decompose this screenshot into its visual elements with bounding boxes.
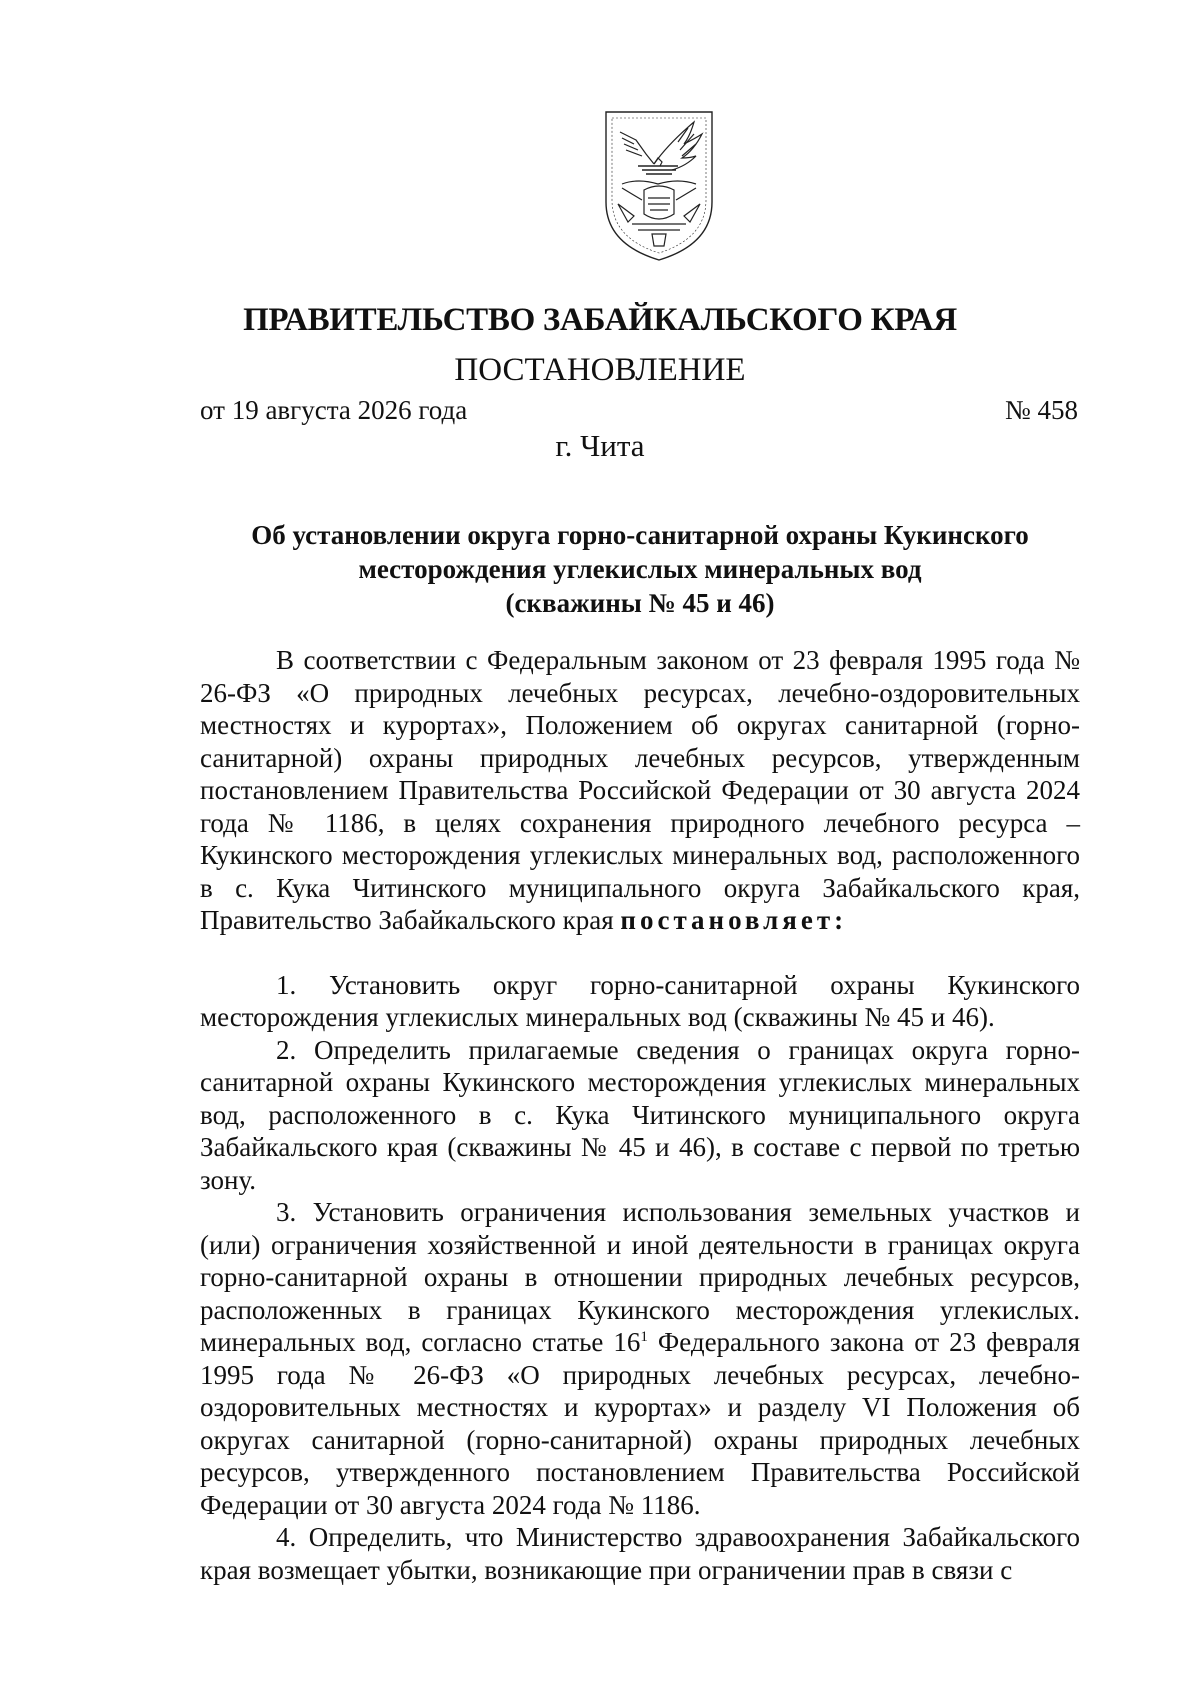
item-3-text-part-1: 3. Установить ограничения использования земельных участков и (или) ограничения хозяйственной и иной деятельности в границах округа горно-санитарной охраны в отношении природных лечебных ресурсов, расположенных в границах Кукинского месторождения углекислых. минеральных вод, согласно статье 16 bbox=[200, 1197, 1080, 1357]
document-subject bbox=[200, 518, 1080, 620]
subject-line-3: (скважины № 45 и 46) bbox=[505, 588, 775, 618]
document-date: от 19 августа 2026 года bbox=[200, 395, 468, 425]
item-3-paragraph bbox=[200, 1196, 1080, 1521]
subject-line-2: месторождения углекислых минеральных вод bbox=[358, 554, 922, 584]
item-4-paragraph: 4. Определить, что Министерство здравоохранения Забайкальского края возмещает убытки, возникающие при ограничении прав в связи с bbox=[200, 1522, 1080, 1585]
item-3-superscript: 1 bbox=[640, 1329, 648, 1345]
document-number: № 458 bbox=[1004, 395, 1078, 425]
item-1-paragraph: 1. Установить округ горно-санитарной охраны Кукинского месторождения углекислых минеральных вод (скважины № 45 и 46). bbox=[200, 969, 1080, 1032]
document-body bbox=[200, 644, 1080, 1586]
decree-word: постановляет: bbox=[620, 905, 848, 935]
item-2-paragraph: 2. Определить прилагаемые сведения о границах округа горно-санитарной охраны Кукинского месторождения углекислых минеральных вод, расположенного в с. Кука Читинского муниципального округа Забайкальского края (скважины № 45 и 46), в составе с первой по третью зону. bbox=[200, 1034, 1080, 1195]
coat-of-arms-emblem-icon bbox=[598, 104, 720, 264]
government-title: ПРАВИТЕЛЬСТВО ЗАБАЙКАЛЬСКОГО КРАЯ bbox=[243, 302, 957, 338]
document-city: г. Чита bbox=[555, 428, 645, 463]
preamble-paragraph bbox=[200, 644, 1080, 937]
preamble-text: В соответствии с Федеральным законом от 23 февраля 1995 года № 26-ФЗ «О природных лечебных ресурсах, лечебно-оздоровительных местностях и курортах», Положением об округах санитарной (горно-санитарной) охраны природных лечебных ресурсов, утвержденным постановлением Правительства Российской Федерации от 30 августа 2024 года № 1186, в целях сохранения природного лечебного ресурса – Кукинского месторождения углекислых минеральных вод, расположенного в с. Кука Читинского муниципального округа Забайкальского края, Правительство Забайкальского края bbox=[200, 645, 1080, 935]
subject-line-1: Об установлении округа горно-санитарной охраны Кукинского bbox=[251, 520, 1029, 550]
document-type: ПОСТАНОВЛЕНИЕ bbox=[454, 352, 746, 388]
item-3-text-part-2: Федерального закона от 23 февраля 1995 года № 26-ФЗ «О природных лечебных ресурсах, лечебно-оздоровительных местностях и курортах» и разделу VI Положения об округах санитарной (горно-санитарной) охраны природных лечебных ресурсов, утвержденного постановлением Правительства Российской Федерации от 30 августа 2024 года № 1186. bbox=[200, 1327, 1081, 1520]
